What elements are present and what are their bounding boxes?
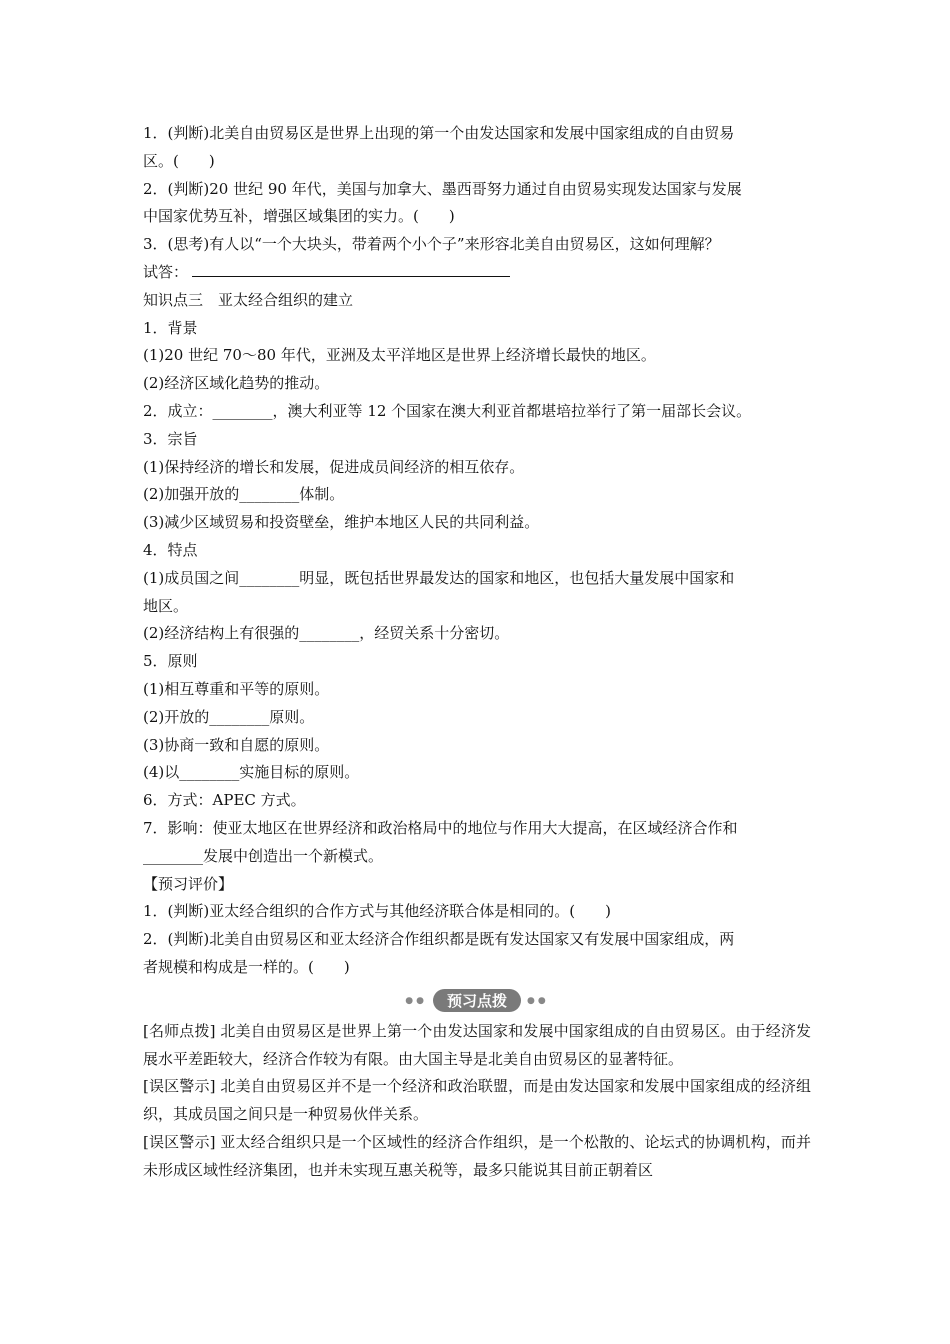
text-line: 知识点三 亚太经合组织的建立	[143, 290, 354, 309]
banner-dots-left: ●●	[405, 995, 427, 1006]
text-line: 地区。	[143, 596, 189, 615]
text-line: (3)减少区域贸易和投资壁垒，维护本地区人民的共同利益。	[143, 513, 540, 532]
text-line: 6．方式：APEC 方式。	[143, 791, 306, 810]
text-line: ________发展中创造出一个新模式。	[143, 846, 384, 865]
text-line: (1)20 世纪 70～80 年代，亚洲及太平洋地区是世界上经济增长最快的地区。	[143, 346, 656, 365]
text-line: (4)以________实施目标的原则。	[143, 763, 360, 782]
text-line: (2)经济区域化趋势的推动。	[143, 374, 330, 393]
text-line: 中国家优势互补，增强区域集团的实力。( )	[143, 207, 455, 226]
text-line: 3．(思考)有人以“一个大块头，带着两个小个子”来形容北美自由贸易区，这如何理解？	[143, 235, 720, 254]
text-line: (1)相互尊重和平等的原则。	[143, 679, 330, 698]
text-line: (2)开放的________原则。	[143, 707, 315, 726]
tips-notes	[143, 1018, 811, 1185]
text-line: 1．(判断)亚太经合组织的合作方式与其他经济联合体是相同的。( )	[143, 902, 611, 921]
answer-row	[143, 259, 811, 287]
text-line: 4．特点	[143, 540, 198, 559]
text-line: 7．影响：使亚太地区在世界经济和政治格局中的地位与作用大大提高，在区域经济合作和	[143, 818, 738, 837]
text-line: 区。( )	[143, 151, 215, 170]
text-line: (2)经济结构上有很强的________，经贸关系十分密切。	[143, 624, 510, 643]
preview-tips-banner	[143, 986, 811, 1016]
answer-blank-line[interactable]	[192, 260, 510, 277]
text-line: 【预习评价】	[143, 874, 234, 893]
text-line: 2．成立：________，澳大利亚等 12 个国家在澳大利亚首都堪培拉举行了第一届部长会议。	[143, 401, 752, 420]
text-line: (3)协商一致和自愿的原则。	[143, 735, 330, 754]
note-paragraph: [误区警示] 北美自由贸易区并不是一个经济和政治联盟，而是由发达国家和发展中国家组成的经济组织，其成员国之间只是一种贸易伙伴关系。	[143, 1077, 811, 1124]
text-line: 5．原则	[143, 652, 198, 671]
knowledge-point-three	[143, 287, 811, 982]
preview-questions	[143, 120, 811, 259]
text-line: (1)成员国之间________明显，既包括世界最发达的国家和地区，也包括大量发展中国家和	[143, 568, 735, 587]
text-line: (1)保持经济的增长和发展，促进成员间经济的相互依存。	[143, 457, 525, 476]
note-paragraph: [名师点拨] 北美自由贸易区是世界上第一个由发达国家和发展中国家组成的自由贸易区。由于经济发展水平差距较大，经济合作较为有限。由大国主导是北美自由贸易区的显著特征。	[143, 1021, 811, 1068]
text-line: 1．(判断)北美自由贸易区是世界上出现的第一个由发达国家和发展中国家组成的自由贸易	[143, 124, 735, 142]
text-line: 2．(判断)20 世纪 90 年代，美国与加拿大、墨西哥努力通过自由贸易实现发达国家与发展	[143, 179, 742, 198]
text-line: 2．(判断)北美自由贸易区和亚太经济合作组织都是既有发达国家又有发展中国家组成，两	[143, 930, 735, 949]
document-page	[143, 120, 811, 1184]
text-line: 者规模和构成是一样的。( )	[143, 957, 350, 976]
answer-label: 试答：	[143, 262, 189, 281]
banner-title: 预习点拨	[433, 989, 521, 1012]
banner-dots-right: ●●	[527, 995, 549, 1006]
note-paragraph: [误区警示] 亚太经合组织只是一个区域性的经济合作组织，是一个松散的、论坛式的协调机构，而并未形成区域性经济集团，也并未实现互惠关税等，最多只能说其目前正朝着区	[143, 1132, 811, 1179]
text-line: (2)加强开放的________体制。	[143, 485, 345, 504]
text-line: 1．背景	[143, 318, 198, 337]
text-line: 3．宗旨	[143, 429, 198, 448]
